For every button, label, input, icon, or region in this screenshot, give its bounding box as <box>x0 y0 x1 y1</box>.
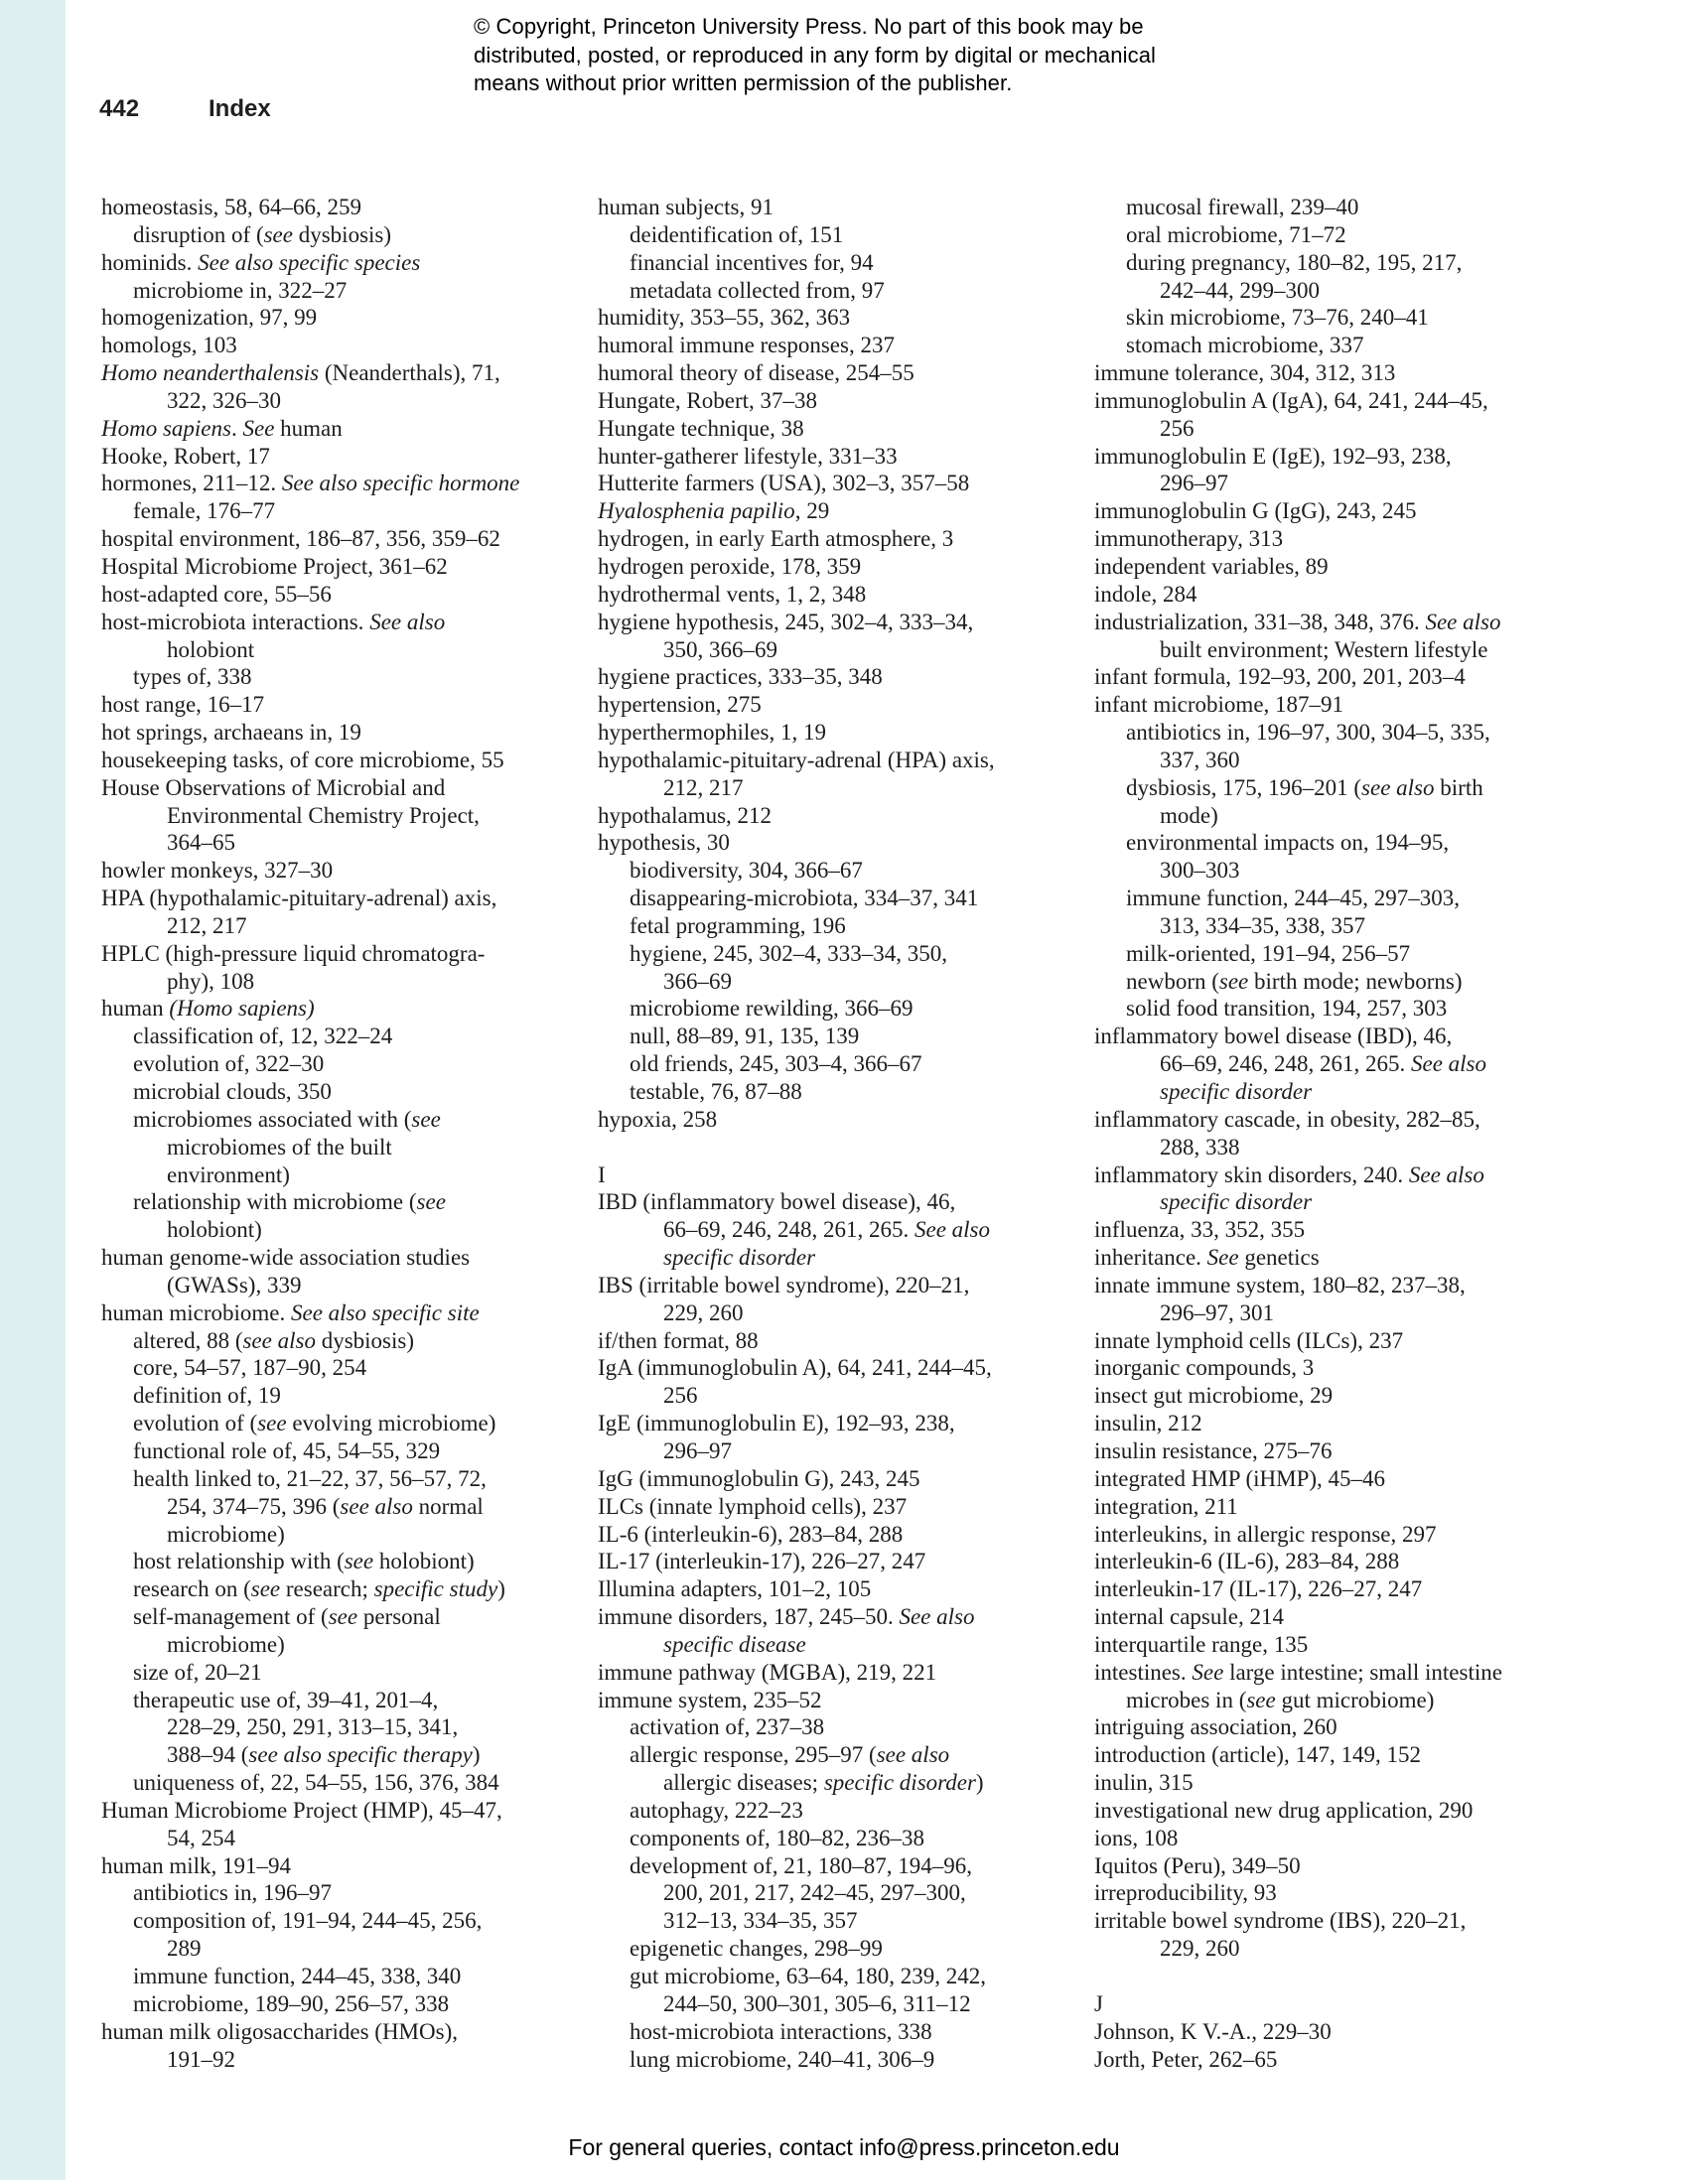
index-line: inflammatory cascade, in obesity, 282–85, <box>1094 1106 1480 1132</box>
index-line: 54, 254 <box>167 1825 235 1850</box>
index-line: host-microbiota interactions. See also <box>101 609 446 634</box>
index-line: development of, 21, 180–87, 194–96, <box>630 1852 972 1878</box>
index-line: biodiversity, 304, 366–67 <box>630 858 863 884</box>
index-line: mucosal firewall, 239–40 <box>1126 195 1359 219</box>
left-margin-accent <box>0 0 66 2180</box>
index-line: environment) <box>167 1161 290 1187</box>
index-line: relationship with microbiome (see <box>133 1189 446 1215</box>
index-line: oral microbiome, 71–72 <box>1126 221 1346 247</box>
index-line: 229, 260 <box>663 1299 744 1325</box>
index-line: human microbiome. See also specific site <box>101 1299 480 1325</box>
index-line: immune pathway (MGBA), 219, 221 <box>598 1659 937 1685</box>
index-line: if/then format, 88 <box>598 1327 759 1353</box>
index-line: activation of, 237–38 <box>630 1714 825 1740</box>
index-line: Human Microbiome Project (HMP), 45–47, <box>101 1797 502 1823</box>
index-line: 212, 217 <box>167 912 247 938</box>
index-line: howler monkeys, 327–30 <box>101 858 334 884</box>
index-line: 296–97, 301 <box>1160 1299 1274 1325</box>
index-line: hygiene, 245, 302–4, 333–34, 350, <box>630 940 948 966</box>
index-line: hospital environment, 186–87, 356, 359–62 <box>101 526 500 552</box>
index-line: lung microbiome, 240–41, 306–9 <box>630 2046 935 2072</box>
index-line: (GWASs), 339 <box>167 1272 302 1297</box>
index-line: disappearing-microbiota, 334–37, 341 <box>630 886 979 911</box>
index-line: irritable bowel syndrome (IBS), 220–21, <box>1094 1908 1467 1934</box>
index-line: Johnson, K V.-A., 229–30 <box>1094 2018 1332 2044</box>
index-line: dysbiosis, 175, 196–201 (see also birth <box>1126 774 1483 800</box>
index-line: humoral theory of disease, 254–55 <box>598 360 914 386</box>
copyright-line: © Copyright, Princeton University Press. No part of this book may be <box>474 14 1144 39</box>
index-line: specific disease <box>663 1631 806 1657</box>
index-line: microbiome, 189–90, 256–57, 338 <box>133 1990 450 2016</box>
index-line: IBS (irritable bowel syndrome), 220–21, <box>598 1272 970 1297</box>
index-line: phy), 108 <box>167 968 255 994</box>
index-line: introduction (article), 147, 149, 152 <box>1094 1742 1421 1768</box>
index-line: 322, 326–30 <box>167 387 281 413</box>
index-line-blank <box>1094 1963 1591 1990</box>
index-line: null, 88–89, 91, 135, 139 <box>630 1024 860 1049</box>
index-line: inulin, 315 <box>1094 1770 1194 1796</box>
index-line: hot springs, archaeans in, 19 <box>101 720 361 746</box>
index-line: 212, 217 <box>663 774 744 800</box>
index-line: antibiotics in, 196–97, 300, 304–5, 335, <box>1126 720 1490 746</box>
index-line: hypertension, 275 <box>598 692 762 718</box>
index-line: 296–97 <box>663 1437 732 1463</box>
index-line: innate lymphoid cells (ILCs), 237 <box>1094 1327 1404 1353</box>
index-line: definition of, 19 <box>133 1383 281 1409</box>
index-line: female, 176–77 <box>133 498 276 524</box>
index-line: IBD (inflammatory bowel disease), 46, <box>598 1189 956 1215</box>
index-line: industrialization, 331–38, 348, 376. See also <box>1094 609 1501 634</box>
index-line: hormones, 211–12. See also specific hormone <box>101 471 520 496</box>
index-line: milk-oriented, 191–94, 256–57 <box>1126 940 1411 966</box>
index-line: skin microbiome, 73–76, 240–41 <box>1126 305 1429 331</box>
index-line: Hutterite farmers (USA), 302–3, 357–58 <box>598 471 970 496</box>
index-line: hygiene hypothesis, 245, 302–4, 333–34, <box>598 609 974 634</box>
index-line: Environmental Chemistry Project, <box>167 802 480 828</box>
index-line: host-adapted core, 55–56 <box>101 581 332 607</box>
index-line: immunotherapy, 313 <box>1094 526 1284 552</box>
index-line: insulin resistance, 275–76 <box>1094 1437 1333 1463</box>
index-line: 350, 366–69 <box>663 636 777 662</box>
index-line: homeostasis, 58, 64–66, 259 <box>101 195 361 219</box>
index-line: gut microbiome, 63–64, 180, 239, 242, <box>630 1964 987 1988</box>
index-line: microbiome) <box>167 1521 285 1547</box>
index-line: microbial clouds, 350 <box>133 1079 332 1104</box>
index-line: microbiomes of the built <box>167 1134 392 1160</box>
copyright-notice <box>474 13 1156 98</box>
index-line: holobiont <box>167 636 255 662</box>
page-number: 442 <box>99 95 140 122</box>
index-line: insect gut microbiome, 29 <box>1094 1383 1334 1409</box>
index-line: holobiont) <box>167 1217 262 1243</box>
index-line: autophagy, 222–23 <box>630 1797 803 1823</box>
index-line: interleukin-6 (IL-6), 283–84, 288 <box>1094 1549 1400 1574</box>
index-line: infant microbiome, 187–91 <box>1094 692 1344 718</box>
index-line: mode) <box>1160 802 1218 828</box>
index-line: intriguing association, 260 <box>1094 1714 1337 1740</box>
index-line: host relationship with (see holobiont) <box>133 1549 475 1574</box>
index-column-2 <box>598 194 1094 2073</box>
index-line: newborn (see birth mode; newborns) <box>1126 968 1463 994</box>
index-line: integration, 211 <box>1094 1493 1238 1519</box>
index-line: built environment; Western lifestyle <box>1160 636 1488 662</box>
index-line: classification of, 12, 322–24 <box>133 1024 393 1049</box>
index-line: hydrogen peroxide, 178, 359 <box>598 553 862 579</box>
index-line: 254, 374–75, 396 (see also normal <box>167 1493 484 1519</box>
index-line: microbes in (see gut microbiome) <box>1126 1687 1435 1712</box>
index-line: hydrothermal vents, 1, 2, 348 <box>598 581 867 607</box>
index-line: HPA (hypothalamic-pituitary-adrenal) axis, <box>101 886 497 911</box>
index-line: immune disorders, 187, 245–50. See also <box>598 1604 975 1630</box>
index-line: House Observations of Microbial and <box>101 774 446 800</box>
index-line: housekeeping tasks, of core microbiome, 55 <box>101 747 504 772</box>
index-line: IgE (immunoglobulin E), 192–93, 238, <box>598 1411 955 1436</box>
index-line: hominids. See also specific species <box>101 249 421 275</box>
index-line: 388–94 (see also specific therapy) <box>167 1742 481 1768</box>
index-line: functional role of, 45, 54–55, 329 <box>133 1437 441 1463</box>
index-line: human subjects, 91 <box>598 195 774 219</box>
index-line: immunoglobulin G (IgG), 243, 245 <box>1094 498 1417 524</box>
index-line: investigational new drug application, 290 <box>1094 1797 1474 1823</box>
index-line: microbiomes associated with (see <box>133 1106 441 1132</box>
index-line: fetal programming, 196 <box>630 912 846 938</box>
index-line: HPLC (high-pressure liquid chromatogra- <box>101 940 486 966</box>
index-line: interleukin-17 (IL-17), 226–27, 247 <box>1094 1576 1423 1602</box>
index-line: components of, 180–82, 236–38 <box>630 1825 925 1850</box>
index-line: inflammatory bowel disease (IBD), 46, <box>1094 1024 1453 1049</box>
index-line: inflammatory skin disorders, 240. See also <box>1094 1161 1484 1187</box>
index-line: interquartile range, 135 <box>1094 1631 1309 1657</box>
index-line-blank <box>598 1134 1094 1161</box>
index-line: independent variables, 89 <box>1094 553 1329 579</box>
index-line: antibiotics in, 196–97 <box>133 1880 332 1906</box>
index-line: inheritance. See genetics <box>1094 1245 1320 1271</box>
index-line: metadata collected from, 97 <box>630 277 885 303</box>
index-line: human milk oligosaccharides (HMOs), <box>101 2018 458 2044</box>
index-line: epigenetic changes, 298–99 <box>630 1936 883 1962</box>
index-line: 300–303 <box>1160 858 1240 884</box>
index-line: humoral immune responses, 237 <box>598 333 895 358</box>
index-line: integrated HMP (iHMP), 45–46 <box>1094 1465 1386 1491</box>
index-line: insulin, 212 <box>1094 1411 1202 1436</box>
index-line: host range, 16–17 <box>101 692 265 718</box>
index-line: old friends, 245, 303–4, 366–67 <box>630 1051 922 1077</box>
index-line: 229, 260 <box>1160 1936 1240 1962</box>
index-line: composition of, 191–94, 244–45, 256, <box>133 1908 483 1934</box>
index-line: I <box>598 1161 606 1187</box>
index-line: specific disorder <box>663 1245 816 1271</box>
index-line: J <box>1094 1990 1103 2016</box>
index-line: hygiene practices, 333–35, 348 <box>598 664 883 690</box>
footer-contact: For general queries, contact info@press.princeton.edu <box>568 2134 1120 2160</box>
index-line: testable, 76, 87–88 <box>630 1079 802 1104</box>
index-line: humidity, 353–55, 362, 363 <box>598 305 851 331</box>
index-line: hypothesis, 30 <box>598 830 730 856</box>
index-line: evolution of, 322–30 <box>133 1051 325 1077</box>
index-line: immune tolerance, 304, 312, 313 <box>1094 360 1396 386</box>
index-line: uniqueness of, 22, 54–55, 156, 376, 384 <box>133 1770 499 1796</box>
index-line: 66–69, 246, 248, 261, 265. See also <box>663 1217 991 1243</box>
index-line: Hooke, Robert, 17 <box>101 443 270 469</box>
index-line: size of, 20–21 <box>133 1659 262 1685</box>
index-line: hypothalamus, 212 <box>598 802 773 828</box>
copyright-line: distributed, posted, or reproduced in any form by digital or mechanical <box>474 42 1157 68</box>
index-line: intestines. See large intestine; small intestine <box>1094 1659 1502 1685</box>
index-line: hypoxia, 258 <box>598 1106 718 1132</box>
index-line: 244–50, 300–301, 305–6, 311–12 <box>663 1990 971 2016</box>
index-line: 191–92 <box>167 2046 235 2072</box>
index-line: hyperthermophiles, 1, 19 <box>598 720 826 746</box>
index-line: 256 <box>1160 415 1195 441</box>
index-line: influenza, 33, 352, 355 <box>1094 1217 1306 1243</box>
index-line: solid food transition, 194, 257, 303 <box>1126 996 1448 1022</box>
index-line: 200, 201, 217, 242–45, 297–300, <box>663 1880 966 1906</box>
index-line: during pregnancy, 180–82, 195, 217, <box>1126 249 1463 275</box>
index-line: deidentification of, 151 <box>630 221 844 247</box>
index-line: infant formula, 192–93, 200, 201, 203–4 <box>1094 664 1466 690</box>
index-line: self-management of (see personal <box>133 1604 441 1630</box>
index-line: IgG (immunoglobulin G), 243, 245 <box>598 1465 920 1491</box>
index-line: Jorth, Peter, 262–65 <box>1094 2046 1278 2072</box>
index-line: Homo sapiens. See human <box>101 415 343 441</box>
index-line: 66–69, 246, 248, 261, 265. See also <box>1160 1051 1487 1077</box>
index-column-3 <box>1094 194 1591 2073</box>
index-line: 364–65 <box>167 830 235 856</box>
index-line: 289 <box>167 1936 202 1962</box>
index-line: Iquitos (Peru), 349–50 <box>1094 1852 1301 1878</box>
index-column-1 <box>101 194 598 2073</box>
index-line: core, 54–57, 187–90, 254 <box>133 1355 367 1381</box>
index-line: research on (see research; specific study) <box>133 1576 505 1602</box>
index-line: inorganic compounds, 3 <box>1094 1355 1315 1381</box>
index-line: stomach microbiome, 337 <box>1126 333 1364 358</box>
index-line: specific disorder <box>1160 1079 1313 1104</box>
index-line: 228–29, 250, 291, 313–15, 341, <box>167 1714 459 1740</box>
index-line: immune function, 244–45, 338, 340 <box>133 1964 462 1988</box>
index-line: hydrogen, in early Earth atmosphere, 3 <box>598 526 954 552</box>
index-line: allergic diseases; specific disorder) <box>663 1770 984 1796</box>
index-line: human (Homo sapiens) <box>101 996 315 1022</box>
index-line: 312–13, 334–35, 357 <box>663 1908 858 1934</box>
index-line: IL-6 (interleukin-6), 283–84, 288 <box>598 1521 904 1547</box>
index-line: ions, 108 <box>1094 1825 1179 1850</box>
index-line: homologs, 103 <box>101 333 237 358</box>
index-line: indole, 284 <box>1094 581 1197 607</box>
index-line: microbiome in, 322–27 <box>133 277 348 303</box>
index-line: 337, 360 <box>1160 747 1240 772</box>
index-line: altered, 88 (see also dysbiosis) <box>133 1327 414 1353</box>
index-line: 242–44, 299–300 <box>1160 277 1320 303</box>
index-line: immune function, 244–45, 297–303, <box>1126 886 1461 911</box>
index-line: immunoglobulin E (IgE), 192–93, 238, <box>1094 443 1452 469</box>
index-line: allergic response, 295–97 (see also <box>630 1742 950 1768</box>
index-line: disruption of (see dysbiosis) <box>133 221 392 247</box>
index-line: IL-17 (interleukin-17), 226–27, 247 <box>598 1549 926 1574</box>
index-line: human genome-wide association studies <box>101 1245 471 1271</box>
index-line: hypothalamic-pituitary-adrenal (HPA) axis, <box>598 747 995 772</box>
index-line: microbiome rewilding, 366–69 <box>630 996 914 1022</box>
index-line: ILCs (innate lymphoid cells), 237 <box>598 1493 908 1519</box>
index-line: Hyalosphenia papilio, 29 <box>598 498 830 524</box>
index-line: Hungate technique, 38 <box>598 415 804 441</box>
index-line: immune system, 235–52 <box>598 1687 822 1712</box>
index-line: immunoglobulin A (IgA), 64, 241, 244–45, <box>1094 387 1488 413</box>
index-line: 366–69 <box>663 968 732 994</box>
index-line: 296–97 <box>1160 471 1228 496</box>
index-line: health linked to, 21–22, 37, 56–57, 72, <box>133 1465 487 1491</box>
index-line: host-microbiota interactions, 338 <box>630 2018 932 2044</box>
index-line: therapeutic use of, 39–41, 201–4, <box>133 1687 439 1712</box>
index-line: interleukins, in allergic response, 297 <box>1094 1521 1437 1547</box>
section-title: Index <box>209 95 271 122</box>
index-line: specific disorder <box>1160 1189 1313 1215</box>
index-line: environmental impacts on, 194–95, <box>1126 830 1450 856</box>
index-line: Hospital Microbiome Project, 361–62 <box>101 553 448 579</box>
index-line: internal capsule, 214 <box>1094 1604 1284 1630</box>
index-line: 313, 334–35, 338, 357 <box>1160 912 1365 938</box>
index-line: financial incentives for, 94 <box>630 249 874 275</box>
index-line: 256 <box>663 1383 698 1409</box>
index-line: Illumina adapters, 101–2, 105 <box>598 1576 872 1602</box>
index-line: homogenization, 97, 99 <box>101 305 318 331</box>
index-line: microbiome) <box>167 1631 285 1657</box>
index-line: hunter-gatherer lifestyle, 331–33 <box>598 443 898 469</box>
copyright-line: means without prior written permission of the publisher. <box>474 70 1013 95</box>
index-line: Hungate, Robert, 37–38 <box>598 387 818 413</box>
index-line: IgA (immunoglobulin A), 64, 241, 244–45, <box>598 1355 992 1381</box>
index-line: Homo neanderthalensis (Neanderthals), 71, <box>101 360 500 386</box>
index-line: evolution of (see evolving microbiome) <box>133 1411 496 1436</box>
index-line: types of, 338 <box>133 664 252 690</box>
index-line: irreproducibility, 93 <box>1094 1880 1277 1906</box>
index-line: human milk, 191–94 <box>101 1852 292 1878</box>
index-line: 288, 338 <box>1160 1134 1240 1160</box>
index-line: innate immune system, 180–82, 237–38, <box>1094 1272 1466 1297</box>
